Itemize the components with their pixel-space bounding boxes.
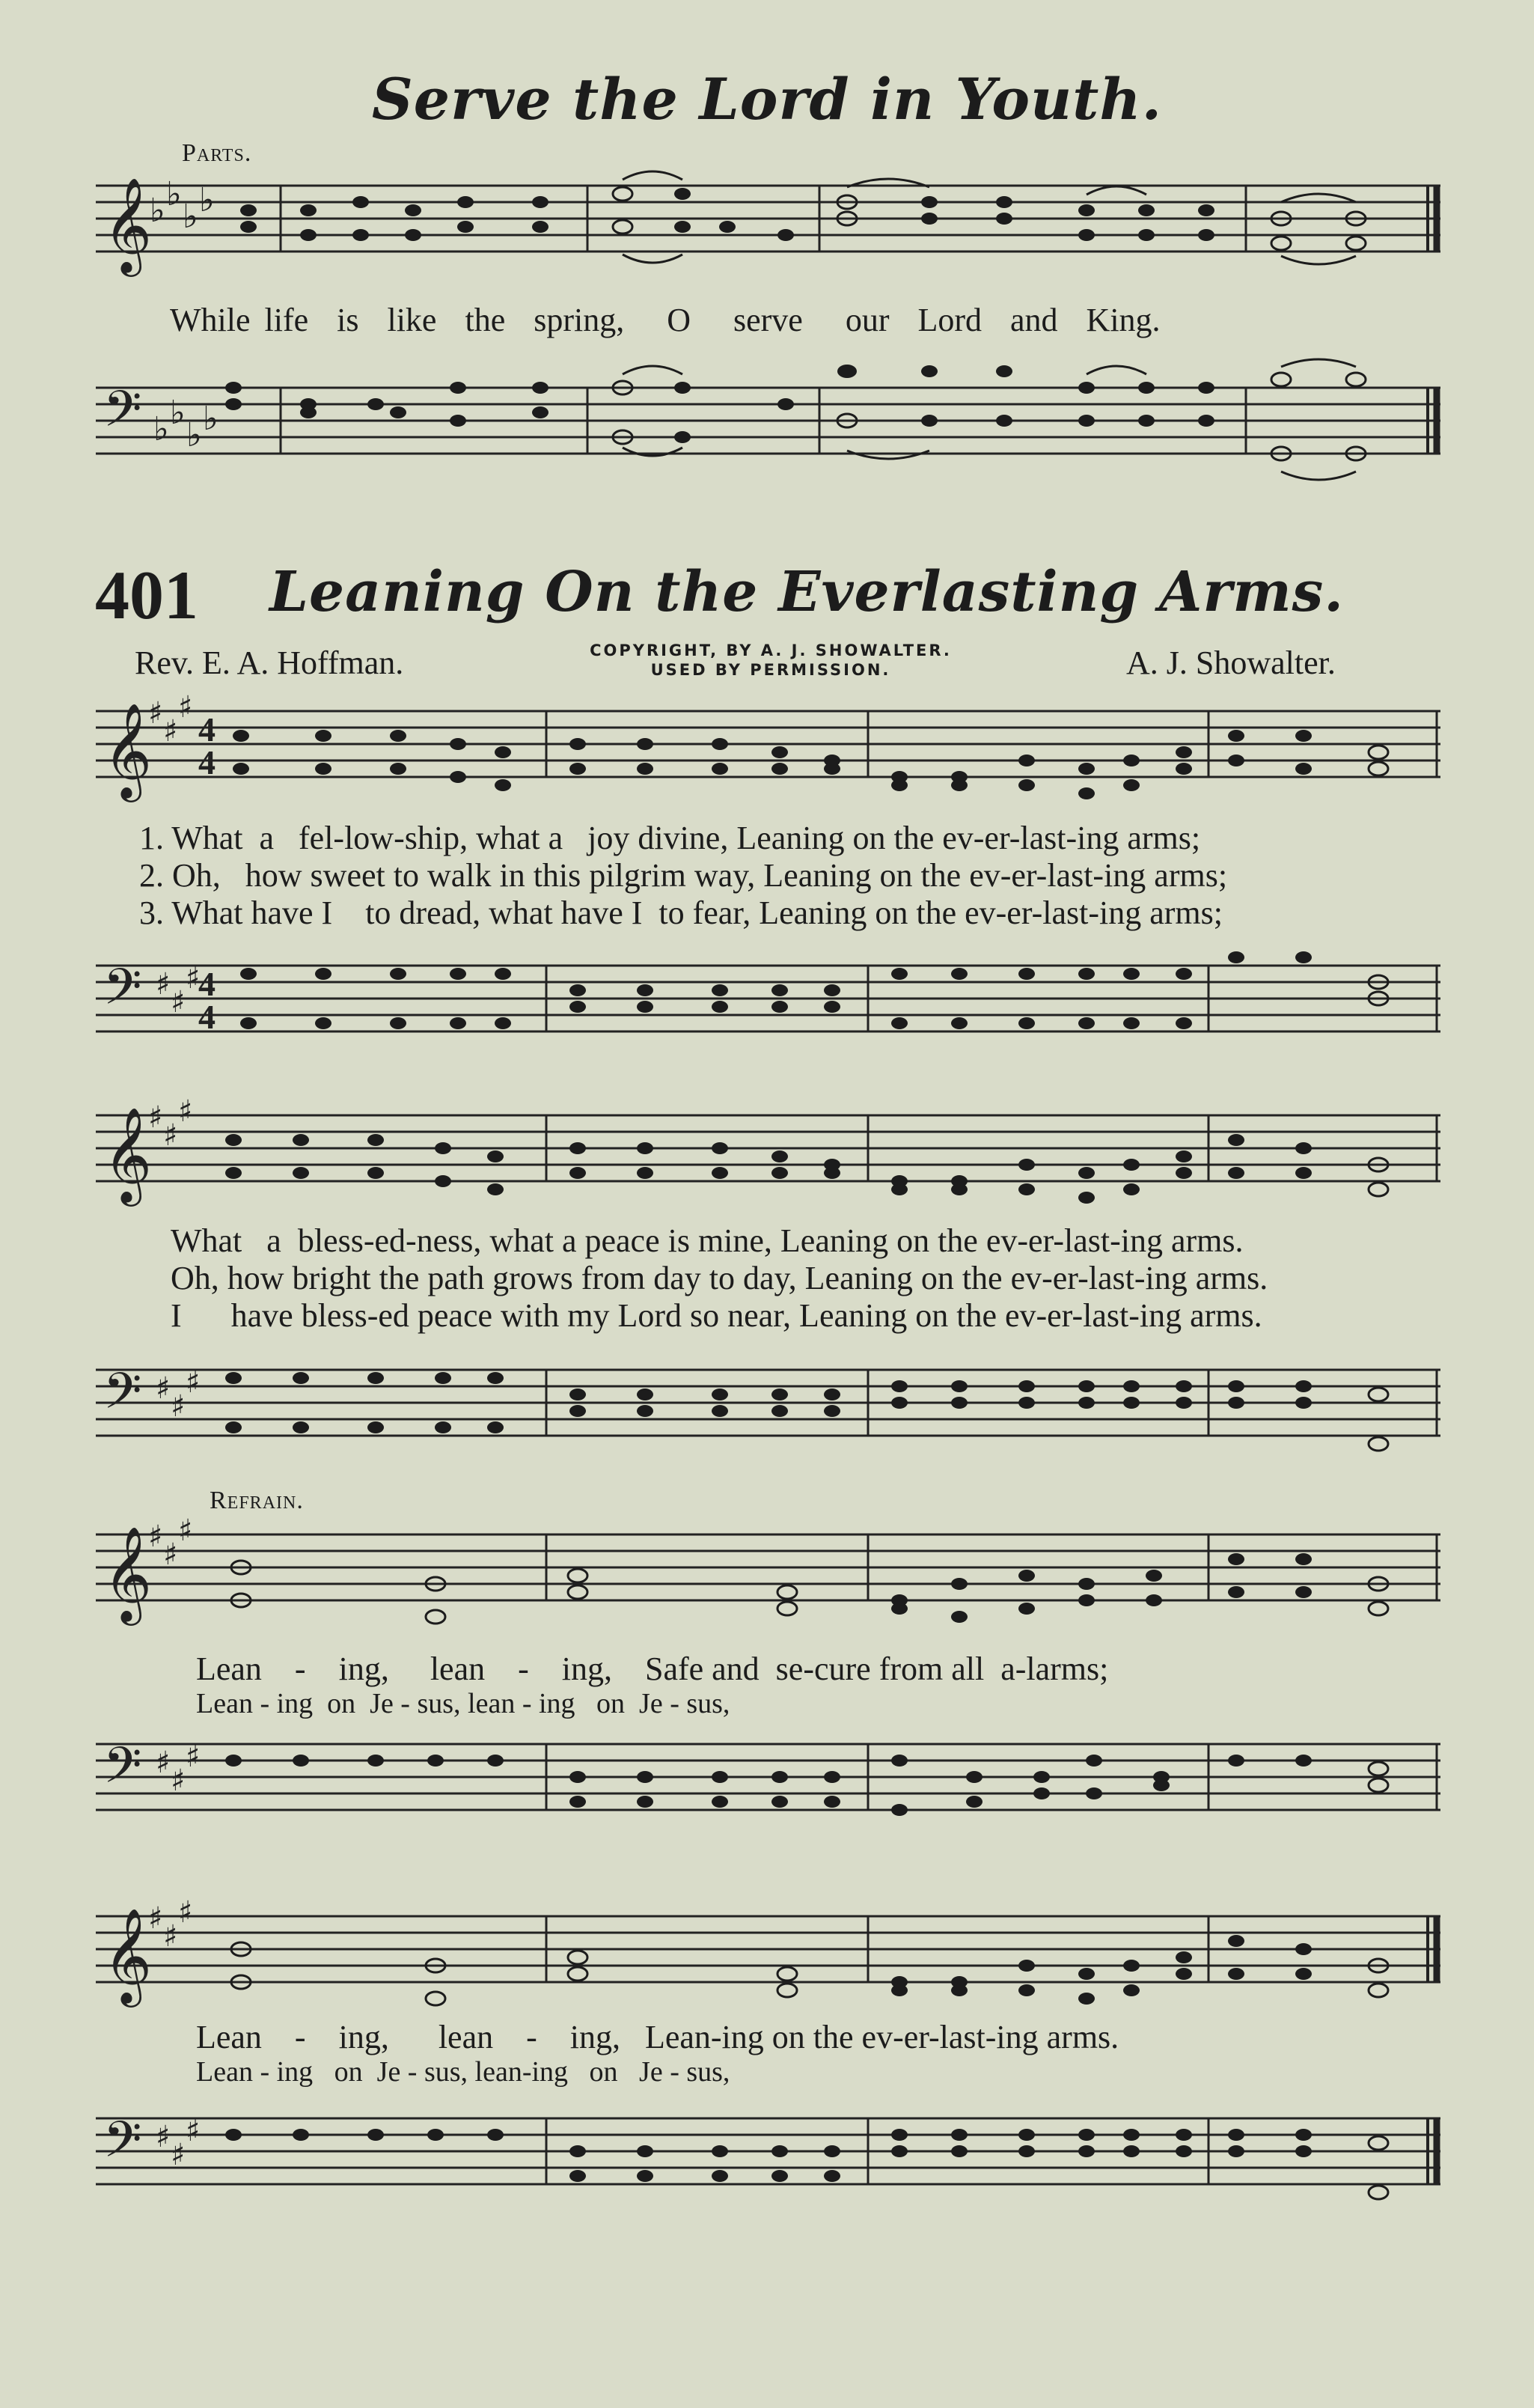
verse-1-line-2: What a bless-ed-ness, what a peace is mine, Leaning on the ev-er-last-ing arms. bbox=[171, 1222, 1244, 1259]
verse-2-line-2: Oh, how bright the path grows from day to day, Leaning on the ev-er-last-ing arms. bbox=[171, 1260, 1268, 1296]
top-treble-staff bbox=[0, 150, 1534, 299]
verse-3-line-1: 3. What have I to dread, what have I to fear, Leaning on the ev-er-last-ing arms; bbox=[139, 894, 1223, 931]
copyright-notice bbox=[554, 641, 988, 680]
system-4-treble-staff bbox=[0, 1886, 1534, 2036]
svg-text:♯: ♯ bbox=[178, 1895, 193, 1930]
svg-text:♯: ♯ bbox=[148, 1901, 163, 1936]
svg-text:4: 4 bbox=[198, 965, 216, 1003]
svg-text:♭: ♭ bbox=[170, 394, 186, 432]
svg-text:♯: ♯ bbox=[178, 1514, 193, 1548]
svg-text:♯: ♯ bbox=[156, 1371, 171, 1406]
system-3-treble-staff bbox=[0, 1505, 1534, 1654]
top-hymn-lyric: While life is like the spring, O serve our Lord and King. bbox=[170, 302, 1161, 338]
author-credit: Rev. E. A. Hoffman. bbox=[135, 644, 404, 681]
svg-text:𝄢: 𝄢 bbox=[103, 1362, 142, 1432]
svg-text:♯: ♯ bbox=[186, 1365, 201, 1400]
svg-text:♭: ♭ bbox=[153, 410, 169, 448]
svg-text:♯: ♯ bbox=[186, 2114, 201, 2148]
refrain-line-2-echo: Lean - ing on Je - sus, lean-ing on Je - sus, bbox=[196, 2056, 730, 2088]
top-bass-staff bbox=[0, 352, 1534, 502]
svg-text:♯: ♯ bbox=[163, 1919, 178, 1954]
svg-text:♭: ♭ bbox=[199, 181, 215, 219]
system-2-bass-staff bbox=[0, 1340, 1534, 1490]
svg-text:♯: ♯ bbox=[148, 696, 163, 731]
svg-text:♯: ♯ bbox=[171, 1764, 186, 1798]
refrain-line-1-echo: Lean - ing on Je - sus, lean - ing on Je - sus, bbox=[196, 1688, 730, 1719]
hymn-title: Leaning On the Everlasting Arms. bbox=[269, 560, 1345, 624]
refrain-label: Refrain. bbox=[210, 1487, 304, 1514]
svg-text:♯: ♯ bbox=[156, 1746, 171, 1780]
svg-text:𝄢: 𝄢 bbox=[103, 2111, 142, 2180]
svg-text:♯: ♯ bbox=[178, 690, 193, 725]
svg-text:4: 4 bbox=[198, 710, 216, 749]
hymn-number: 401 bbox=[95, 557, 198, 633]
svg-text:♯: ♯ bbox=[163, 1537, 178, 1572]
svg-text:𝄞: 𝄞 bbox=[103, 1525, 153, 1621]
svg-text:♭: ♭ bbox=[166, 175, 182, 213]
svg-text:♯: ♯ bbox=[156, 2120, 171, 2154]
svg-text:♯: ♯ bbox=[186, 961, 201, 996]
svg-text:♯: ♯ bbox=[171, 985, 186, 1019]
svg-text:♯: ♯ bbox=[163, 714, 178, 749]
svg-text:♯: ♯ bbox=[171, 2138, 186, 2172]
system-3-bass-staff bbox=[0, 1714, 1534, 1864]
svg-text:♭: ♭ bbox=[183, 198, 198, 236]
refrain-line-1: Lean - ing, lean - ing, Safe and se-cure from all a-larms; bbox=[196, 1650, 1109, 1687]
svg-text:♭: ♭ bbox=[186, 416, 202, 454]
system-2-treble-staff bbox=[0, 1085, 1534, 1235]
svg-text:♯: ♯ bbox=[186, 1740, 201, 1774]
copyright-line-1: COPYRIGHT, BY A. J. SHOWALTER. bbox=[590, 641, 952, 659]
svg-text:𝄞: 𝄞 bbox=[103, 702, 153, 798]
verse-2-line-1: 2. Oh, how sweet to walk in this pilgrim way, Leaning on the ev-er-last-ing arms; bbox=[139, 857, 1228, 894]
system-1-bass-staff bbox=[0, 936, 1534, 1085]
copyright-line-2: USED BY PERMISSION. bbox=[650, 661, 891, 679]
svg-text:♯: ♯ bbox=[148, 1520, 163, 1554]
system-1-treble-staff bbox=[0, 681, 1534, 831]
svg-text:♯: ♯ bbox=[156, 967, 171, 1002]
svg-text:♭: ♭ bbox=[150, 192, 165, 230]
svg-text:4: 4 bbox=[198, 998, 216, 1036]
svg-text:4: 4 bbox=[198, 743, 216, 781]
composer-credit: A. J. Showalter. bbox=[1126, 644, 1336, 681]
svg-text:♯: ♯ bbox=[163, 1118, 178, 1153]
verse-1-line-1: 1. What a fel-low-ship, what a joy divine, Leaning on the ev-er-last-ing arms; bbox=[139, 820, 1201, 856]
system-4-bass-staff bbox=[0, 2088, 1534, 2238]
parts-label: Parts. bbox=[182, 139, 252, 167]
svg-text:𝄞: 𝄞 bbox=[103, 1907, 153, 2003]
svg-text:𝄢: 𝄢 bbox=[103, 958, 142, 1028]
svg-text:♯: ♯ bbox=[148, 1100, 163, 1135]
verse-3-line-2: I have bless-ed peace with my Lord so near, Leaning on the ev-er-last-ing arms. bbox=[171, 1297, 1262, 1334]
svg-text:𝄢: 𝄢 bbox=[103, 1737, 142, 1806]
svg-text:𝄢: 𝄢 bbox=[103, 380, 142, 450]
svg-text:𝄞: 𝄞 bbox=[103, 1106, 153, 1202]
svg-text:♯: ♯ bbox=[171, 1389, 186, 1424]
svg-text:♭: ♭ bbox=[203, 400, 219, 438]
top-hymn-title: Serve the Lord in Youth. bbox=[371, 66, 1163, 132]
svg-text:𝄞: 𝄞 bbox=[103, 177, 153, 272]
svg-text:♯: ♯ bbox=[178, 1094, 193, 1129]
refrain-line-2: Lean - ing, lean - ing, Lean-ing on the ev-er-last-ing arms. bbox=[196, 2019, 1119, 2055]
